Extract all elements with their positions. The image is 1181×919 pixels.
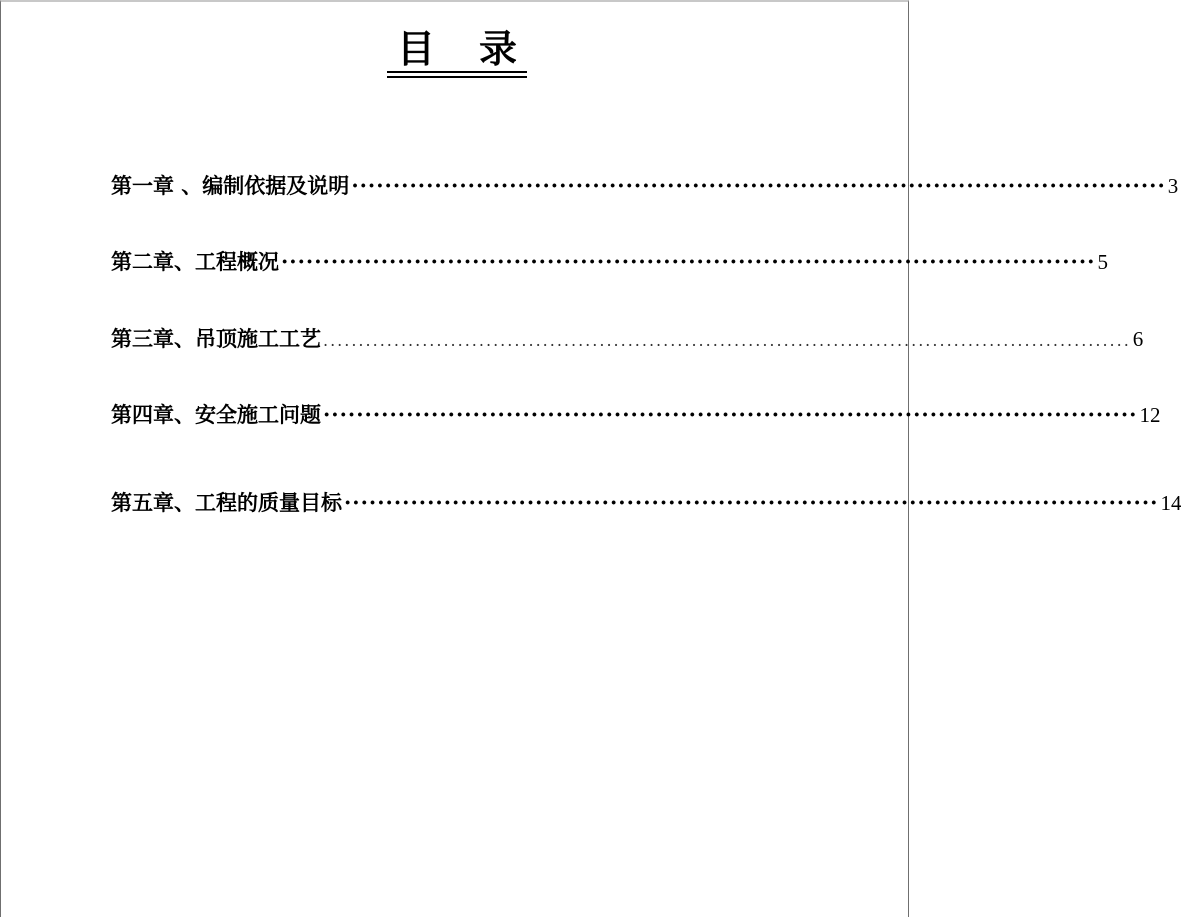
title-underline (387, 71, 527, 78)
toc-entry[interactable] (111, 487, 1181, 515)
toc-dot-leader: ·································································································· (281, 249, 1096, 274)
toc-entry[interactable] (111, 323, 1144, 351)
toc-entry[interactable] (111, 246, 1108, 274)
toc-entry-page: 14 (1160, 491, 1181, 515)
toc-title: 目录 (396, 26, 561, 71)
toc-title-block (387, 26, 561, 71)
toc-entry-page: 12 (1139, 403, 1161, 427)
toc-entry-page: 3 (1167, 174, 1179, 198)
toc-entry[interactable] (111, 399, 1161, 427)
toc-entry-label: 第二章、工程概况 (111, 249, 279, 274)
toc-entry-label: 第三章、吊顶施工工艺 (111, 326, 321, 351)
toc-dot-leader: .................................................................................................................. (323, 331, 1131, 350)
toc-entry-label: 第一章 、编制依据及说明 (111, 173, 350, 198)
toc-dot-leader: ·································································································· (323, 402, 1138, 427)
toc-entry[interactable] (111, 170, 1179, 198)
toc-entry-label: 第五章、工程的质量目标 (111, 490, 342, 515)
toc-entry-page: 6 (1132, 327, 1144, 351)
toc-dot-leader: ·································································································· (351, 173, 1166, 198)
toc-entry-label: 第四章、安全施工问题 (111, 402, 321, 427)
toc-entry-page: 5 (1097, 250, 1108, 274)
toc-dot-leader: ·································································································· (344, 490, 1159, 515)
